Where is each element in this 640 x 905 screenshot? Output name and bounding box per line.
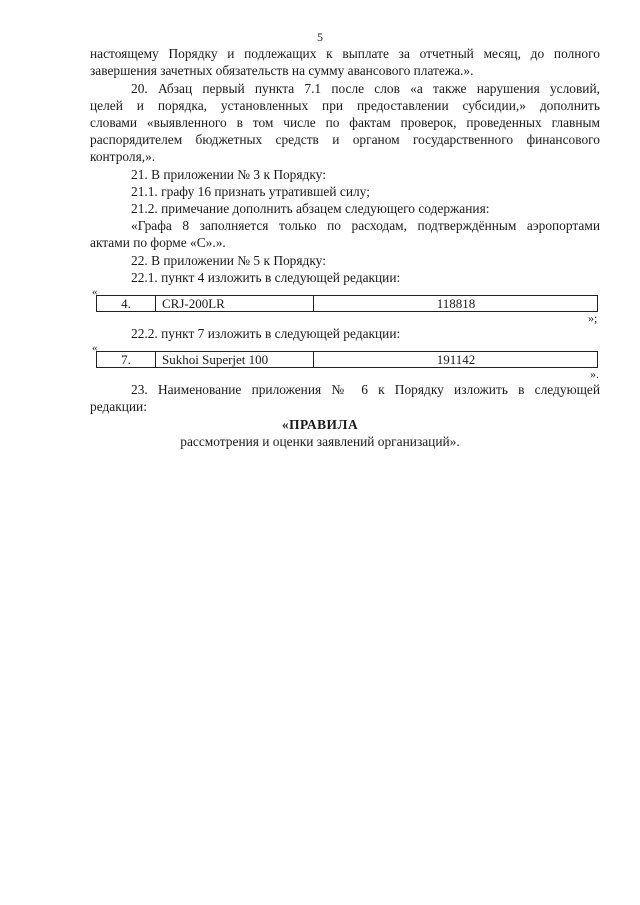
aircraft-table-row	[96, 295, 598, 312]
open-quote: «	[92, 342, 98, 354]
rules-subtitle: рассмотрения и оценки заявлений организаций».	[180, 434, 460, 449]
paragraph-23-line: 23. Наименование приложения № 6 к Порядку изложить в следующей	[131, 382, 600, 397]
open-quote: «	[92, 286, 98, 298]
aircraft-model: CRJ-200LR	[156, 296, 314, 311]
paragraph-22: 22. В приложении № 5 к Порядку:	[131, 253, 326, 268]
rules-title: «ПРАВИЛА	[281, 417, 359, 432]
aircraft-value: 118818	[436, 296, 476, 311]
row-number: 7.	[97, 352, 156, 367]
close-quote: ».	[590, 367, 599, 381]
paragraph-line: настоящему Порядку и подлежащих к выплате за отчетный месяц, до полного	[90, 46, 600, 61]
paragraph-22-1: 22.1. пункт 4 изложить в следующей редакции:	[131, 270, 401, 285]
paragraph-21-quote-line: актами по форме «С».».	[90, 235, 226, 250]
paragraph-21-1: 21.1. графу 16 признать утратившей силу;	[131, 184, 370, 199]
paragraph-20-line: целей и порядка, установленных при предоставлении субсидии,» дополнить	[90, 98, 600, 113]
paragraph-20-line: словами «выявленного в том числе по фактам проверок, проведенных главным	[90, 115, 600, 130]
paragraph-20-line: 20. Абзац первый пункта 7.1 после слов «а также нарушения условий,	[131, 81, 600, 96]
paragraph-20-line: контроля,».	[90, 149, 156, 164]
paragraph-line: завершения зачетных обязательств на сумму авансового платежа.».	[90, 63, 474, 78]
paragraph-21-quote-line: «Графа 8 заполняется только по расходам, подтверждённым аэропортами	[131, 218, 600, 233]
aircraft-value: 191142	[436, 352, 476, 367]
paragraph-20-line: распорядителем бюджетных средств и органом государственного финансового	[90, 132, 600, 147]
paragraph-22-2: 22.2. пункт 7 изложить в следующей редакции:	[131, 326, 401, 341]
paragraph-23-line: редакции:	[90, 399, 147, 414]
page-number: 5	[317, 30, 323, 44]
row-number: 4.	[97, 296, 156, 311]
aircraft-model: Sukhoi Superjet 100	[156, 352, 314, 367]
paragraph-21-2: 21.2. примечание дополнить абзацем следующего содержания:	[131, 201, 490, 216]
aircraft-table-row	[96, 351, 598, 368]
close-quote: »;	[588, 311, 598, 325]
paragraph-21: 21. В приложении № 3 к Порядку:	[131, 167, 326, 182]
